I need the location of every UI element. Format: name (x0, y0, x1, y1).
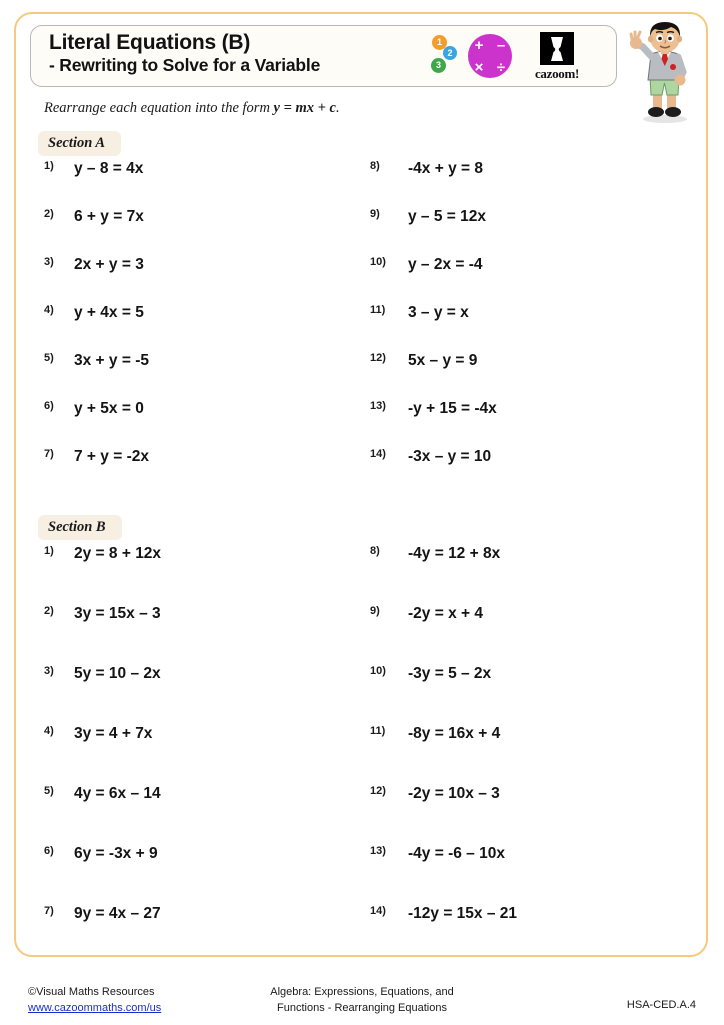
question-row (370, 352, 670, 400)
question-number: 4) (44, 725, 54, 737)
question-equation: -12y = 15x – 21 (408, 905, 518, 922)
website-link[interactable]: www.cazoommaths.com/us (28, 1001, 162, 1014)
question-equation: 6y = -3x + 9 (74, 845, 158, 862)
question-equation: -8y = 16x + 4 (408, 725, 501, 742)
question-row (370, 208, 670, 256)
question-number: 13) (370, 400, 386, 412)
cazoom-logo (430, 32, 606, 82)
worksheet-title-block (49, 31, 320, 75)
question-equation: 3 – y = x (408, 304, 469, 321)
instruction-prefix: Rearrange each equation into the form (44, 100, 274, 116)
question-number: 2) (44, 605, 54, 617)
question-row (44, 725, 344, 785)
question-row (44, 448, 344, 496)
question-equation: 7 + y = -2x (74, 448, 149, 465)
page-title: Literal Equations (B) (49, 31, 251, 54)
math-operators-icon (468, 34, 512, 78)
page-subtitle: - Rewriting to Solve for a Variable (49, 54, 321, 75)
question-equation: -2y = 10x – 3 (408, 785, 500, 802)
question-equation: -3x – y = 10 (408, 448, 492, 465)
question-number: 1) (44, 160, 54, 172)
question-number: 11) (370, 304, 386, 316)
cazoom-brand-mark (522, 32, 592, 82)
question-number: 12) (370, 785, 386, 797)
question-row (370, 304, 670, 352)
question-row (44, 905, 344, 965)
question-equation: 3x + y = -5 (74, 352, 149, 369)
footer-topic-text (0, 985, 724, 1017)
question-number: 3) (44, 256, 54, 268)
question-row (370, 905, 670, 965)
question-row (44, 665, 344, 725)
topic-line-1: Algebra: Expressions, Equations, and (270, 986, 454, 998)
question-row (370, 400, 670, 448)
question-row (370, 665, 670, 725)
question-number: 13) (370, 845, 386, 857)
section-b-questions-right (370, 545, 670, 965)
question-number: 3) (44, 665, 54, 677)
question-equation: y – 2x = -4 (408, 256, 483, 273)
student-mascot-illustration (625, 20, 701, 124)
instruction-suffix: . (335, 100, 340, 116)
question-equation: 3y = 4 + 7x (74, 725, 153, 742)
numbered-badges-icon (430, 35, 466, 79)
badge-two-icon: 2 (443, 46, 457, 60)
question-number: 10) (370, 256, 386, 268)
question-number: 2) (44, 208, 54, 220)
question-row (44, 785, 344, 845)
question-equation: -2y = x + 4 (408, 605, 483, 622)
question-row (44, 352, 344, 400)
question-number: 7) (44, 448, 54, 460)
question-row (370, 160, 670, 208)
question-row (370, 448, 670, 496)
question-equation: 4y = 6x – 14 (74, 785, 161, 802)
worksheet-footer (0, 985, 724, 1025)
question-row (370, 545, 670, 605)
question-equation: y + 4x = 5 (74, 304, 144, 321)
question-number: 12) (370, 352, 386, 364)
question-equation: 2y = 8 + 12x (74, 545, 162, 562)
badge-three-icon: 3 (431, 58, 446, 73)
question-row (370, 785, 670, 845)
question-equation: y + 5x = 0 (74, 400, 144, 417)
section-b-label: Section B (38, 515, 122, 540)
multiply-icon: × (474, 58, 484, 76)
section-a-label: Section A (38, 131, 121, 156)
question-equation: 9y = 4x – 27 (74, 905, 161, 922)
question-row (370, 725, 670, 785)
worksheet-header (30, 25, 617, 87)
question-equation: 6 + y = 7x (74, 208, 144, 225)
instruction-text (44, 100, 340, 117)
question-equation: -4y = -6 – 10x (408, 845, 505, 862)
question-equation: 5y = 10 – 2x (74, 665, 161, 682)
question-number: 11) (370, 725, 386, 737)
section-a-questions-left (44, 160, 344, 496)
question-row (44, 605, 344, 665)
question-equation: -4x + y = 8 (408, 160, 483, 177)
question-equation: y – 8 = 4x (74, 160, 144, 177)
question-row (44, 160, 344, 208)
question-equation: -4y = 12 + 8x (408, 545, 501, 562)
instruction-formula: y = mx + c (273, 100, 336, 116)
question-equation: 2x + y = 3 (74, 256, 144, 273)
badge-one-icon: 1 (432, 35, 447, 50)
copyright-text: ©Visual Maths Resources (28, 986, 155, 998)
question-number: 7) (44, 905, 54, 917)
question-number: 5) (44, 352, 54, 364)
question-row (370, 256, 670, 304)
minus-icon: – (496, 36, 506, 54)
question-number: 6) (44, 400, 54, 412)
plus-icon: + (474, 36, 484, 54)
question-equation: -3y = 5 – 2x (408, 665, 492, 682)
question-row (44, 400, 344, 448)
question-equation: -y + 15 = -4x (408, 400, 497, 417)
topic-line-2: Functions - Rearranging Equations (277, 1001, 447, 1014)
section-a-questions-right (370, 160, 670, 496)
question-number: 1) (44, 545, 54, 557)
divide-icon: ÷ (496, 58, 506, 76)
question-number: 8) (370, 545, 380, 557)
question-number: 4) (44, 304, 54, 316)
question-number: 14) (370, 448, 386, 460)
question-row (44, 256, 344, 304)
question-number: 9) (370, 208, 380, 220)
question-row (44, 845, 344, 905)
standard-code: HSA-CED.A.4 (626, 999, 696, 1011)
question-row (44, 545, 344, 605)
question-number: 9) (370, 605, 380, 617)
question-number: 8) (370, 160, 380, 172)
question-equation: 5x – y = 9 (408, 352, 478, 369)
question-row (44, 208, 344, 256)
question-row (370, 845, 670, 905)
cazoom-wordmark: cazoom! (534, 66, 580, 81)
question-equation: y – 5 = 12x (408, 208, 486, 225)
question-equation: 3y = 15x – 3 (74, 605, 161, 622)
question-number: 14) (370, 905, 386, 917)
goblet-icon (540, 32, 574, 65)
question-row (44, 304, 344, 352)
section-b-questions-left (44, 545, 344, 965)
question-number: 5) (44, 785, 54, 797)
question-number: 6) (44, 845, 54, 857)
question-number: 10) (370, 665, 386, 677)
question-row (370, 605, 670, 665)
